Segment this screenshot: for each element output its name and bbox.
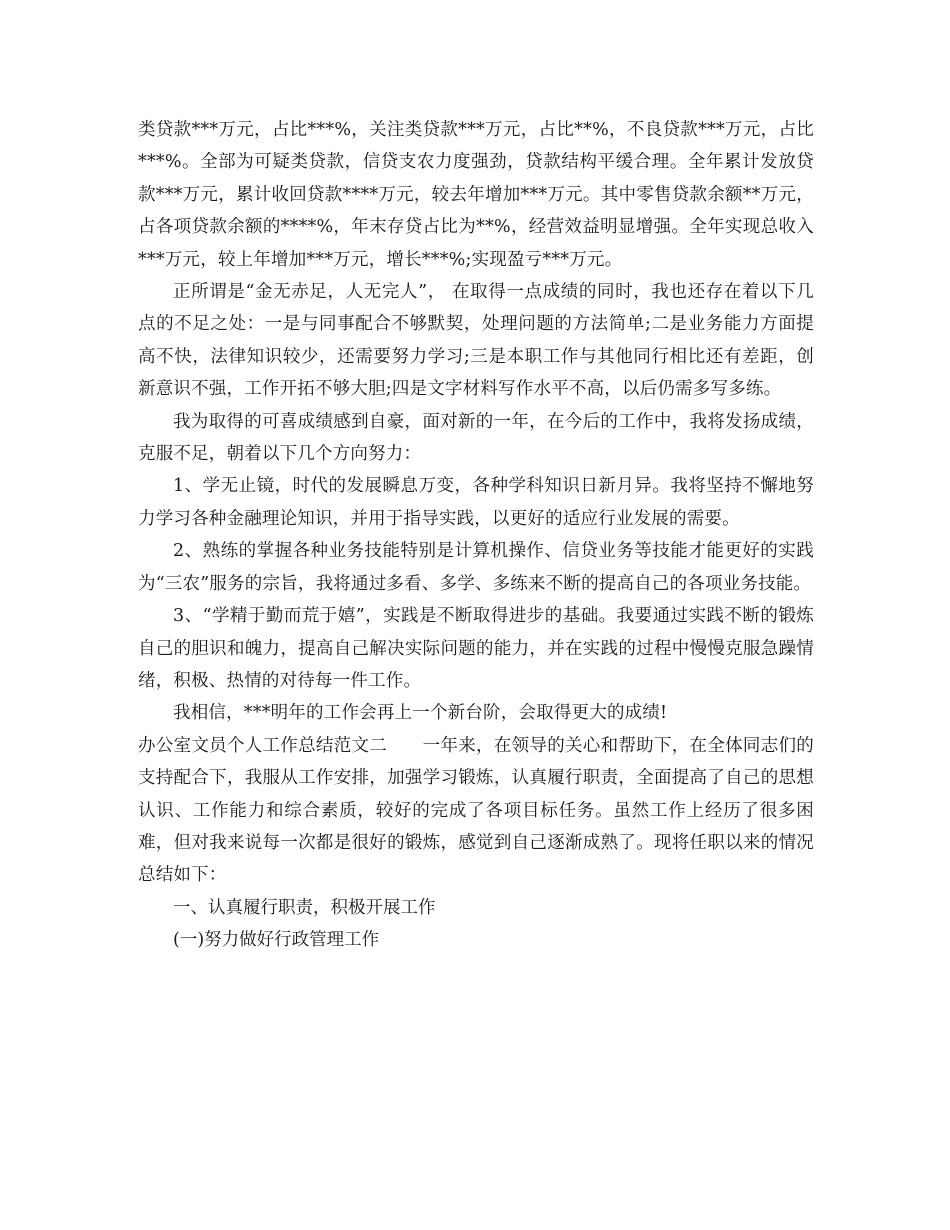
paragraph-outlook: 我为取得的可喜成绩感到自豪，面对新的一年，在今后的工作中，我将发扬成绩，克服不足，朝着以下几个方向努力： <box>138 411 814 465</box>
paragraph-shortcomings: 正所谓是“金无赤足，人无完人”， 在取得一点成绩的同时，我也还存在着以下几点的不足之处：一是与同事配合不够默契，处理问题的方法简单;二是业务能力方面提高不快，法律知识较少，还需要努力学习;三是本职工作与其他同行相比还有差距，创新意识不强，工作开拓不够大胆;四是文字材料写作水平不高，以后仍需多写多练。 <box>138 282 814 400</box>
document-page <box>138 114 814 957</box>
paragraph-item-3: 3、“学精于勤而荒于嬉”，实践是不断取得进步的基础。我要通过实践不断的锻炼自己的胆识和魄力，提高自己解决实际问题的能力，并在实践的过程中慢慢克服急躁情绪，积极、热情的对待每一件工作。 <box>138 606 814 691</box>
section-heading-1: 一、认真履行职责，积极开展工作 <box>173 897 436 918</box>
paragraph-sample-two-intro: 办公室文员个人工作总结范文二 一年来，在领导的关心和帮助下，在全体同志们的支持配合下，我服从工作安排，加强学习锻炼，认真履行职责，全面提高了自己的思想认识、工作能力和综合素质，较好的完成了各项目标任务。虽然工作上经历了很多困难，但对我来说每一次都是很好的锻炼，感觉到自己逐渐成熟了。现将任职以来的情况总结如下： <box>138 735 814 886</box>
subsection-heading-1: (一)努力做好行政管理工作 <box>173 930 380 951</box>
paragraph-loan-summary: 类贷款***万元，占比***%，关注类贷款***万元，占比**%，不良贷款***万元，占比***%。全部为可疑类贷款，信贷支农力度强劲，贷款结构平缓合理。全年累计发放贷款***万元，累计收回贷款****万元，较去年增加***万元。其中零售贷款余额**万元，占各项贷款余额的****%，年末存贷占比为**%，经营效益明显增强。全年实现总收入***万元，较上年增加***万元，增长***%;实现盈亏***万元。 <box>138 120 814 270</box>
paragraph-item-2: 2、熟练的掌握各种业务技能特别是计算机操作、信贷业务等技能才能更好的实践为“三农”服务的宗旨，我将通过多看、多学、多练来不断的提高自己的各项业务技能。 <box>138 541 814 594</box>
paragraph-item-1: 1、学无止镜，时代的发展瞬息万变，各种学科知识日新月异。我将坚持不懈地努力学习各种金融理论知识，并用于指导实践，以更好的适应行业发展的需要。 <box>138 476 814 529</box>
paragraph-confidence: 我相信，***明年的工作会再上一个新台阶，会取得更大的成绩! <box>173 703 668 724</box>
